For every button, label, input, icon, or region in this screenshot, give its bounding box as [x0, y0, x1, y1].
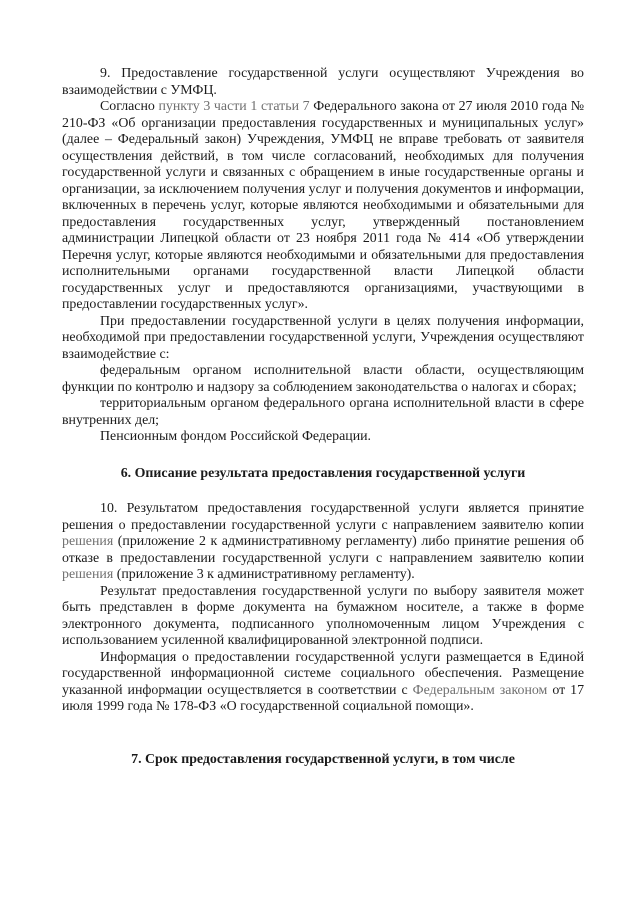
law-article-link[interactable]: пункту 3 части 1 статьи 7: [158, 99, 310, 114]
section-6-heading: 6. Описание результата предоставления государственной услуги: [120, 465, 526, 481]
document-page: [62, 66, 584, 768]
soglasno-suffix: Федерального закона от 27 июля 2010 года № 210-ФЗ «Об организации предоставления государственных и муниципальных услуг» (далее – Федеральный закон) Учреждения, УМФЦ не вправе требовать от заявителя осуществления действий, в том числе согласований, необходимых для получения государственной услуги и связанных с обращением в иные государственные органы и организации, за исключением получения услуг и получения документов и информации, включенных в перечень услуг, которые являются необходимыми и обязательными для предоставления государственных услуг, утвержденный постановлением администрации Липецкой области от 23 ноября 2011 года № 414 «Об утверждении Перечня услуг, которые являются необходимыми и обязательными для предоставления исполнительными органами государственной власти Липецкой области государственных услуг и предоставляются организациями, участвующими в предоставлении государственных услуг».: [62, 99, 584, 312]
paragraph-10: [62, 501, 584, 584]
federal-law-link[interactable]: Федеральным законом: [412, 682, 548, 698]
paragraph-interaction: При предоставлении государственной услуги в целях получения информации, необходимой при предоставлении государственной услуги, Учреждения осуществляют взаимодействие с:: [62, 313, 584, 362]
paragraph-result-form: Результат предоставления государственной услуги по выбору заявителя может быть представлен в форме документа на бумажном носителе, а также в форме электронного документа, подписанного уполномоченным лицом Учреждения с использованием усиленной квалифицированной электронной подписи.: [62, 583, 584, 648]
decision-link-appendix-2[interactable]: решения: [62, 534, 114, 549]
decision-link-appendix-3[interactable]: решения: [62, 567, 114, 582]
section-7-heading: 7. Срок предоставления государственной услуги, в том числе: [131, 751, 515, 767]
interaction-item-internal-affairs: территориальным органом федерального органа исполнительной власти в сфере внутренних дел;: [62, 396, 584, 428]
interaction-item-pension-fund: Пенсионным фондом Российской Федерации.: [100, 429, 372, 444]
soglasno-prefix: Согласно: [100, 99, 159, 114]
p10-part1: 10. Результатом предоставления государственной услуги является принятие решения о предоставлении государственной услуги с направлением заявителю копии: [62, 501, 584, 533]
info-part2: от 17 июля 1999 года № 178-ФЗ «О государственной социальной помощи».: [62, 682, 585, 714]
p10-part3: (приложение 3 к административному регламенту).: [113, 567, 415, 582]
paragraph-9: 9. Предоставление государственной услуги осуществляют Учреждения во взаимодействии с УМФЦ.: [62, 66, 584, 98]
p10-part2: (приложение 2 к административному регламенту) либо принятие решения об отказе в предоставлении государственной услуги с направлением заявителю копии: [62, 534, 584, 566]
paragraph-soglasno: [62, 99, 584, 314]
info-part1: Информация о предоставлении государственной услуги размещается в Единой государственной информационной системе социального обеспечения. Размещение указанной информации осуществляется в соответствии с: [62, 649, 584, 698]
interaction-item-tax: федеральным органом исполнительной власти области, осуществляющим функции по контролю и надзору за соблюдением законодательства о налогах и сборах;: [62, 363, 584, 395]
paragraph-info-egisso: [62, 650, 584, 716]
